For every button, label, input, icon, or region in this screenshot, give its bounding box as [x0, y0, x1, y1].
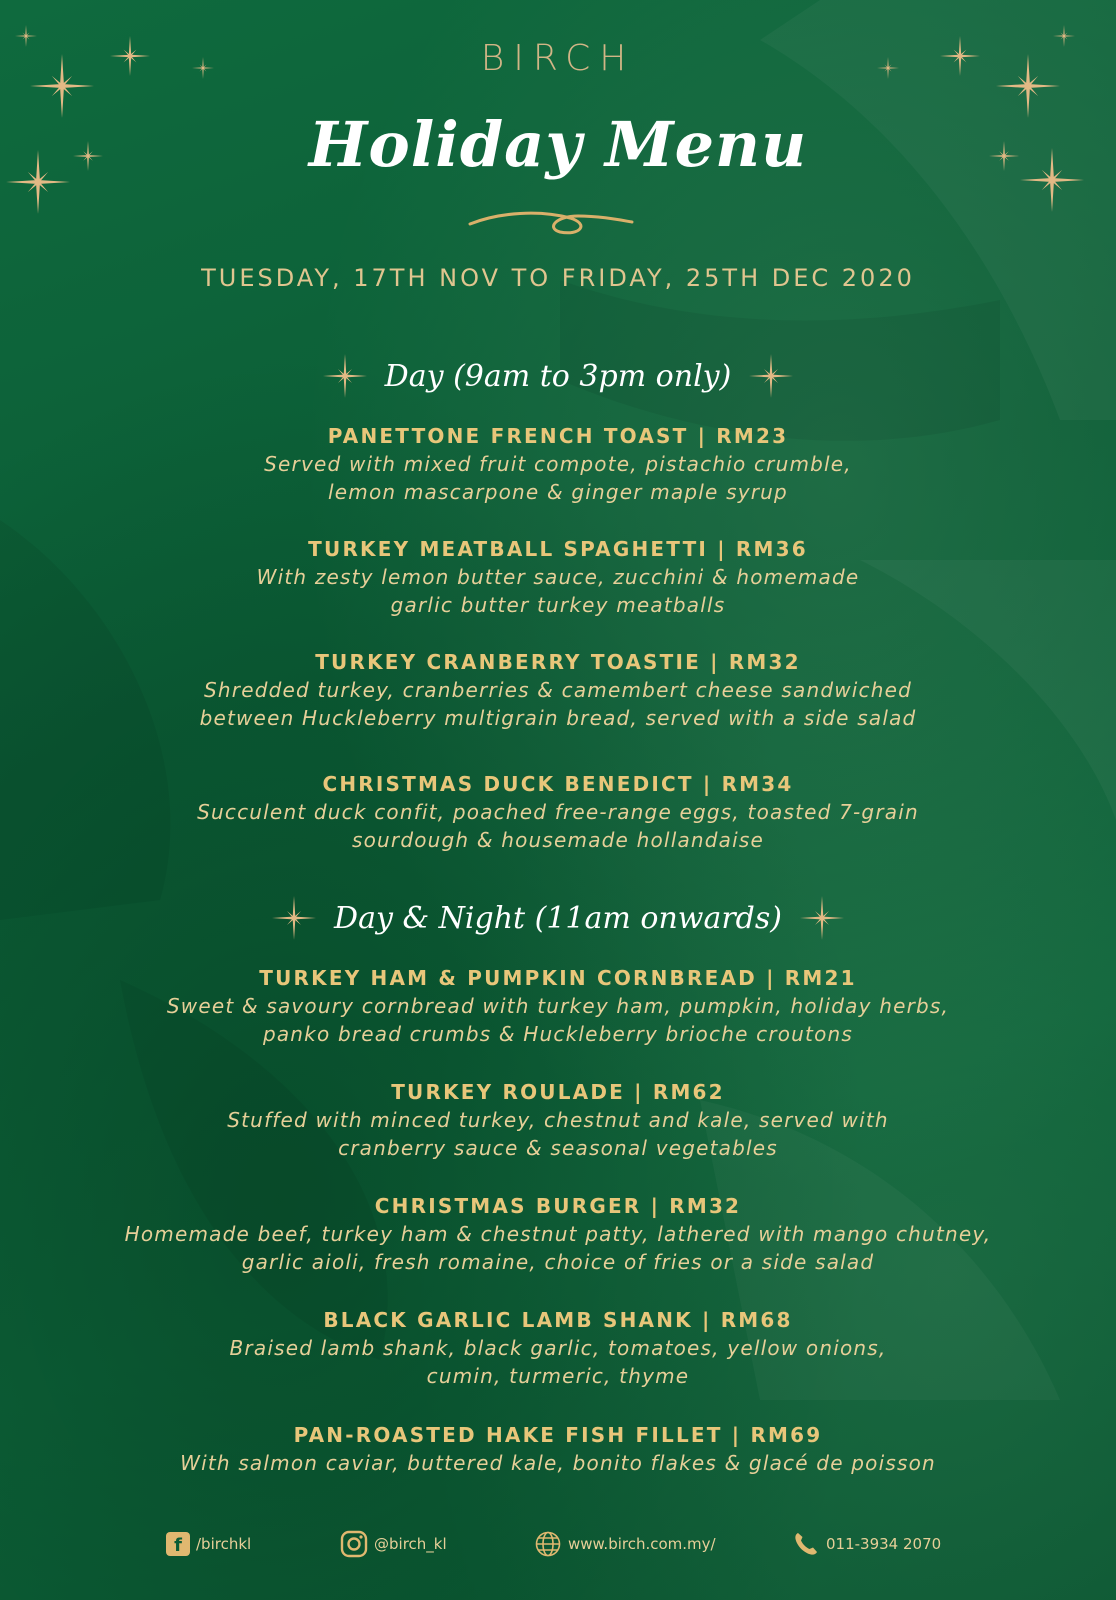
menu-item-description: cranberry sauce & seasonal vegetables: [338, 1136, 778, 1160]
date-range: TUESDAY, 17TH NOV TO FRIDAY, 25TH DEC 2020: [201, 264, 915, 292]
section-title: Day (9am to 3pm only): [384, 358, 732, 394]
menu-item-description: With salmon caviar, buttered kale, bonito flakes & glacé de poisson: [180, 1451, 936, 1475]
menu-item-description: Served with mixed fruit compote, pistachio crumble,: [264, 452, 852, 476]
menu-item-description: sourdough & housemade hollandaise: [351, 828, 765, 852]
menu-item-name: PAN-ROASTED HAKE FISH FILLET | RM69: [293, 1423, 823, 1447]
menu-item: [0, 648, 1116, 732]
menu-item-name: CHRISTMAS BURGER | RM32: [374, 1194, 742, 1218]
menu-item-description: Braised lamb shank, black garlic, tomatoes, yellow onions,: [229, 1336, 887, 1360]
globe-icon: [534, 1530, 562, 1558]
phone-number: 011-3934 2070: [826, 1535, 942, 1553]
menu-item-name: CHRISTMAS DUCK BENEDICT | RM34: [322, 772, 794, 796]
menu-item-name: BLACK GARLIC LAMB SHANK | RM68: [323, 1308, 793, 1332]
phone-link[interactable]: [792, 1530, 941, 1558]
menu-item-description: panko bread crumbs & Huckleberry brioche croutons: [262, 1022, 854, 1046]
section-title: Day & Night (11am onwards): [334, 900, 782, 936]
menu-item-description: Stuffed with minced turkey, chestnut and kale, served with: [227, 1108, 889, 1132]
instagram-handle: @birch_kl: [374, 1535, 447, 1553]
menu-item: [0, 1078, 1116, 1162]
menu-item-description: cumin, turmeric, thyme: [426, 1364, 690, 1388]
menu-item-description: garlic aioli, fresh romaine, choice of fries or a side salad: [241, 1250, 875, 1274]
phone-icon: [792, 1530, 820, 1558]
menu-item-name: TURKEY CRANBERRY TOASTIE | RM32: [315, 650, 801, 674]
menu-item-description: lemon mascarpone & ginger maple syrup: [328, 480, 788, 504]
menu-item: [0, 964, 1116, 1048]
sparkle-icon: [749, 354, 793, 398]
facebook-icon: f: [166, 1532, 190, 1556]
menu-item-description: With zesty lemon butter sauce, zucchini & homemade: [256, 565, 860, 589]
facebook-handle: /birchkl: [196, 1535, 252, 1553]
menu-item-description: Sweet & savoury cornbread with turkey ham, pumpkin, holiday herbs,: [166, 994, 950, 1018]
menu-item: [0, 535, 1116, 619]
menu-item: [0, 1421, 1116, 1477]
menu-item-description: garlic butter turkey meatballs: [390, 593, 726, 617]
section-heading-day-night: [0, 896, 1116, 940]
contact-footer: [0, 1528, 1116, 1564]
section-heading-day: [0, 354, 1116, 398]
menu-item: [0, 770, 1116, 854]
sparkle-icon: [272, 896, 316, 940]
menu-item-description: Homemade beef, turkey ham & chestnut patty, lathered with mango chutney,: [124, 1222, 992, 1246]
menu-item: [0, 422, 1116, 506]
menu-item: [0, 1192, 1116, 1276]
menu-item-description: between Huckleberry multigrain bread, served with a side salad: [199, 706, 917, 730]
menu-item-description: Succulent duck confit, poached free-range eggs, toasted 7-grain: [197, 800, 919, 824]
sparkle-icon: [800, 896, 844, 940]
menu-item-name: TURKEY ROULADE | RM62: [391, 1080, 725, 1104]
menu-item-name: PANETTONE FRENCH TOAST | RM23: [327, 424, 789, 448]
brand-logo: BIRCH: [480, 38, 636, 79]
website-link[interactable]: [534, 1530, 716, 1558]
instagram-icon: [340, 1530, 368, 1558]
page-title: Holiday Menu: [308, 108, 808, 181]
instagram-link[interactable]: [340, 1530, 447, 1558]
menu-item-name: TURKEY MEATBALL SPAGHETTI | RM36: [308, 537, 808, 561]
facebook-link[interactable]: [166, 1532, 251, 1556]
gold-flourish-divider: [460, 206, 640, 242]
menu-item-name: TURKEY HAM & PUMPKIN CORNBREAD | RM21: [259, 966, 857, 990]
menu-item-description: Shredded turkey, cranberries & camembert cheese sandwiched: [204, 678, 912, 702]
sparkle-icon: [323, 354, 367, 398]
website-url: www.birch.com.my/: [568, 1535, 716, 1553]
menu-item: [0, 1306, 1116, 1390]
